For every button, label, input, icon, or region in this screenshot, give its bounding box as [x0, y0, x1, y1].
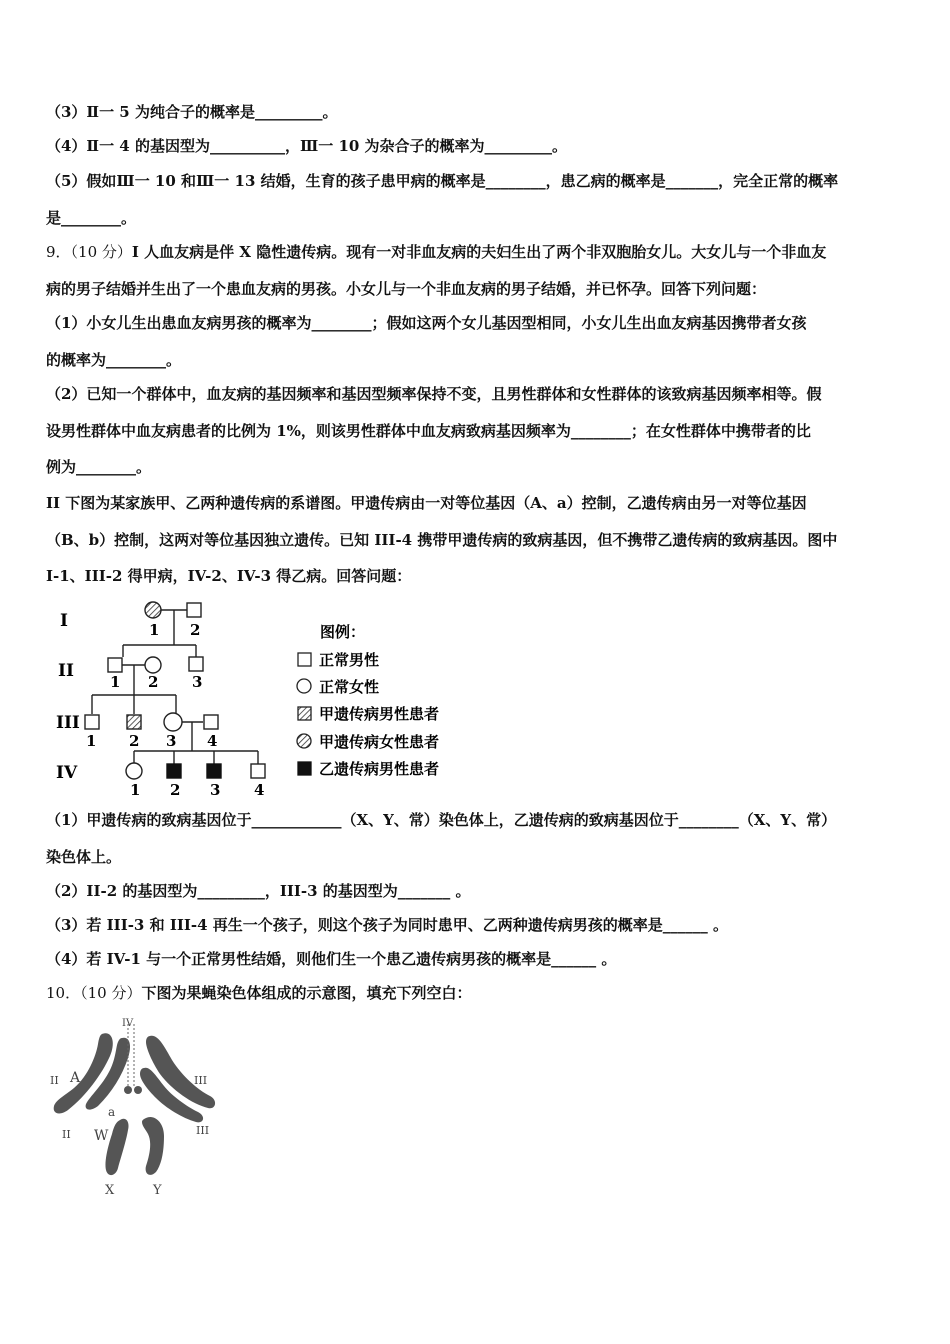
q9-number: 9．（10 分）: [46, 243, 132, 261]
IV-4-label: 4: [254, 781, 265, 799]
I-2-normal-male: [187, 603, 201, 617]
legend-a-male: 甲遗传病男性患者: [319, 705, 440, 723]
II-3-normal-male: [189, 657, 203, 671]
line-ii-3: （3）若 III-3 和 III-4 再生一个孩子，则这个孩子为同时患甲、乙两种遗传病男孩的概率是______ 。: [46, 916, 728, 934]
IV-3-affected-male-b: [207, 764, 221, 778]
line-ii-stem3: I-1、III-2 得甲病，IV-2、IV-3 得乙病。回答问题：: [46, 567, 412, 585]
II-3-label: 3: [192, 673, 203, 691]
chromosome-label-A: A: [70, 1070, 81, 1086]
line-ii-1b: 染色体上。: [46, 848, 122, 866]
chromosome-Y: [142, 1117, 164, 1175]
line-q9-stem2: 病的男子结婚并生出了一个患血友病的男孩。小女儿与一个非血友病的男子结婚，并已怀孕。回答下列问题：: [46, 280, 767, 298]
chromosome-label-a: a: [108, 1105, 116, 1119]
q9-stem: I 人血友病是伴 X 隐性遗传病。现有一对非血友病的夫妇生出了两个非双胞胎女儿。大女儿与一个非血友: [131, 243, 827, 261]
II-1-label: 1: [110, 673, 121, 691]
line-q9-1: （1）小女儿生出患血友病男孩的概率为________；假如这两个女儿基因型相同，小女儿生出血友病基因携带者女孩: [46, 314, 807, 332]
line-q9-2b: 设男性群体中血友病患者的比例为 1%，则该男性群体中血友病致病基因频率为________；在女性群体中携带者的比: [46, 422, 811, 440]
chromosome-IV-dot-left: [124, 1086, 132, 1094]
chromosome-X: [105, 1119, 128, 1175]
III-2-affected-male-a: [127, 715, 141, 729]
III-4-label: 4: [207, 732, 218, 750]
IV-3-label: 3: [210, 781, 221, 799]
chromosome-label-III-top: III: [194, 1074, 208, 1087]
gen-label-II: II: [58, 661, 74, 681]
line-q8-4: （4）Ⅱ一 4 的基因型为__________，Ⅲ一 10 为杂合子的概率为_________。: [46, 137, 568, 155]
line-q8-3: （3）Ⅱ一 5 为纯合子的概率是_________。: [46, 103, 338, 121]
chromosome-label-II-bottom: II: [62, 1128, 71, 1141]
chromosome-label-Y: Y: [153, 1183, 162, 1198]
gen-label-I: I: [60, 611, 68, 631]
III-3-normal-female: [164, 713, 182, 731]
line-q9-title: [46, 242, 826, 262]
III-4-normal-male: [204, 715, 218, 729]
line-q8-5b: 是________。: [46, 209, 137, 227]
IV-4-normal-male: [251, 764, 265, 778]
line-ii-4: （4）若 IV-1 与一个正常男性结婚，则他们生一个患乙遗传病男孩的概率是______ 。: [46, 950, 617, 968]
legend-normal-female-icon: [297, 679, 311, 693]
pedigree-figure: [46, 594, 486, 804]
chromosome-figure: [46, 1012, 221, 1202]
II-2-normal-female: [145, 657, 161, 673]
legend-b-male-icon: [298, 762, 311, 775]
legend-a-male-icon: [298, 707, 311, 720]
gen-label-IV: IV: [56, 763, 78, 783]
legend-title: 图例：: [320, 623, 366, 641]
line-ii-1: （1）甲遗传病的致病基因位于____________（X、Y、常）染色体上，乙遗传病的致病基因位于________（X、Y、常）: [46, 811, 837, 829]
legend-normal-male-icon: [298, 653, 311, 666]
line-q9-2: （2）已知一个群体中，血友病的基因频率和基因型频率保持不变，且男性群体和女性群体的该致病基因频率相等。假: [46, 385, 822, 403]
IV-2-label: 2: [170, 781, 181, 799]
III-1-normal-male: [85, 715, 99, 729]
line-q9-1b: 的概率为________。: [46, 351, 182, 369]
I-1-affected-female-a: [145, 602, 161, 618]
I-1-label: 1: [149, 621, 160, 639]
I-2-label: 2: [190, 621, 201, 639]
chromosome-IV-dot-right: [134, 1086, 142, 1094]
legend-normal-male: 正常男性: [319, 651, 380, 669]
line-q9-2c: 例为________。: [46, 458, 152, 476]
chromosome-label-IV: IV: [122, 1018, 134, 1029]
chromosome-label-III-bottom: III: [196, 1124, 210, 1137]
chromosome-label-W: W: [94, 1128, 109, 1144]
gen-label-III: III: [56, 713, 80, 733]
legend-normal-female: 正常女性: [319, 678, 380, 696]
legend-a-female: 甲遗传病女性患者: [319, 733, 440, 751]
legend-b-male: 乙遗传病男性患者: [319, 760, 440, 778]
III-1-label: 1: [86, 732, 97, 750]
q10-stem: 下图为果蝇染色体组成的示意图，填充下列空白：: [141, 984, 472, 1002]
chromosome-label-II-top: II: [50, 1074, 59, 1087]
IV-2-affected-male-b: [167, 764, 181, 778]
III-2-label: 2: [129, 732, 140, 750]
III-3-label: 3: [166, 732, 177, 750]
line-ii-2: （2）II-2 的基因型为_________，III-3 的基因型为_______ 。: [46, 882, 471, 900]
line-q8-5: （5）假如Ⅲ一 10 和Ⅲ一 13 结婚，生育的孩子患甲病的概率是________，患乙病的概率是_______，完全正常的概率: [46, 172, 839, 190]
IV-1-normal-female: [126, 763, 142, 779]
legend-a-female-icon: [297, 734, 311, 748]
line-q10-title: [46, 983, 471, 1003]
II-2-label: 2: [148, 673, 159, 691]
line-ii-stem2: （B、b）控制，这两对等位基因独立遗传。已知 III-4 携带甲遗传病的致病基因，但不携带乙遗传病的致病基因。图中: [46, 531, 838, 549]
II-1-normal-male: [108, 658, 122, 672]
IV-1-label: 1: [130, 781, 141, 799]
chromosome-II-left: [54, 1033, 113, 1113]
line-ii-stem1: II 下图为某家族甲、乙两种遗传病的系谱图。甲遗传病由一对等位基因（A、a）控制，乙遗传病由另一对等位基因: [46, 494, 807, 512]
chromosome-label-X: X: [105, 1183, 115, 1198]
q10-number: 10．（10 分）: [46, 984, 142, 1002]
